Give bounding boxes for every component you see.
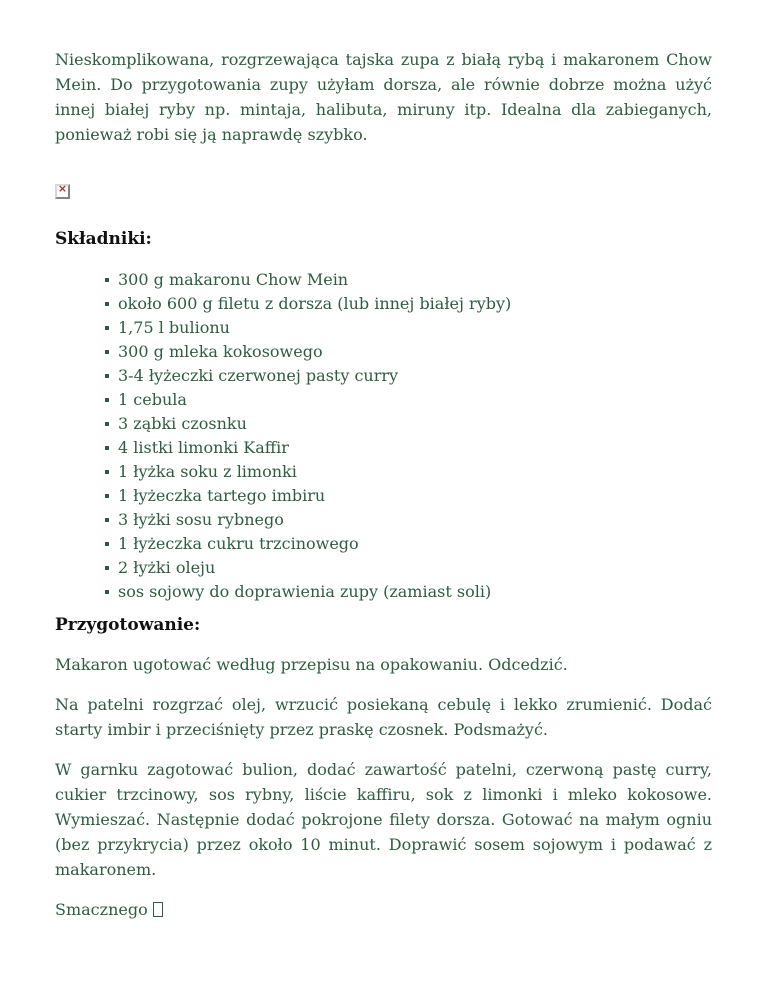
preparation-step: Makaron ugotować według przepisu na opakowaniu. Odcedzić.: [55, 655, 568, 674]
ingredient-item: 3-4 łyżeczki czerwonej pasty curry: [118, 364, 712, 388]
ingredient-item: około 600 g filetu z dorsza (lub innej białej ryby): [118, 292, 712, 316]
ingredient-item: 1 łyżeczka tartego imbiru: [118, 484, 712, 508]
ingredient-item: 1,75 l bulionu: [118, 316, 712, 340]
ingredients-list: [55, 268, 712, 604]
figure-block: [55, 184, 712, 199]
ingredients-heading: Składniki:: [55, 229, 152, 249]
ingredient-item: 3 ząbki czosnku: [118, 412, 712, 436]
preparation-step: W garnku zagotować bulion, dodać zawartość patelni, czerwoną pastę curry, cukier trzcinowy, sos rybny, liście kaffiru, sok z limonki i mleko kokosowe. Wymieszać. Następnie dodać pokrojone filety dorsza. Gotować na małym ogniu (bez przykrycia) przez około 10 minut. Doprawić sosem sojowym i podawać z makaronem.: [55, 760, 712, 879]
ingredient-item: 1 łyżeczka cukru trzcinowego: [118, 532, 712, 556]
broken-image-icon: [55, 184, 70, 199]
ingredient-item: 3 łyżki sosu rybnego: [118, 508, 712, 532]
ingredient-item: 4 listki limonki Kaffir: [118, 436, 712, 460]
ingredient-item: sos sojowy do doprawienia zupy (zamiast soli): [118, 580, 712, 604]
ingredient-item: 1 łyżka soku z limonki: [118, 460, 712, 484]
intro-paragraph: Nieskomplikowana, rozgrzewająca tajska zupa z białą rybą i makaronem Chow Mein. Do przygotowania zupy użyłam dorsza, ale równie dobrze można użyć innej białej ryby np. mintaja, halibuta, miruny itp. Idealna dla zabieganych, ponieważ robi się ją naprawdę szybko.: [55, 50, 712, 144]
closing-text: Smacznego: [55, 900, 148, 919]
ingredient-item: 1 cebula: [118, 388, 712, 412]
preparation-heading: Przygotowanie:: [55, 615, 201, 635]
closing-line: [55, 897, 712, 922]
ingredient-item: 300 g makaronu Chow Mein: [118, 268, 712, 292]
missing-emoji-glyph-icon: [153, 902, 163, 917]
preparation-step: Na patelni rozgrzać olej, wrzucić posiekaną cebulę i lekko zrumienić. Dodać starty imbir i przeciśnięty przez praskę czosnek. Podsmażyć.: [55, 695, 712, 739]
broken-image-x-glyph: ×: [57, 182, 68, 195]
ingredient-item: 2 łyżki oleju: [118, 556, 712, 580]
ingredient-item: 300 g mleka kokosowego: [118, 340, 712, 364]
